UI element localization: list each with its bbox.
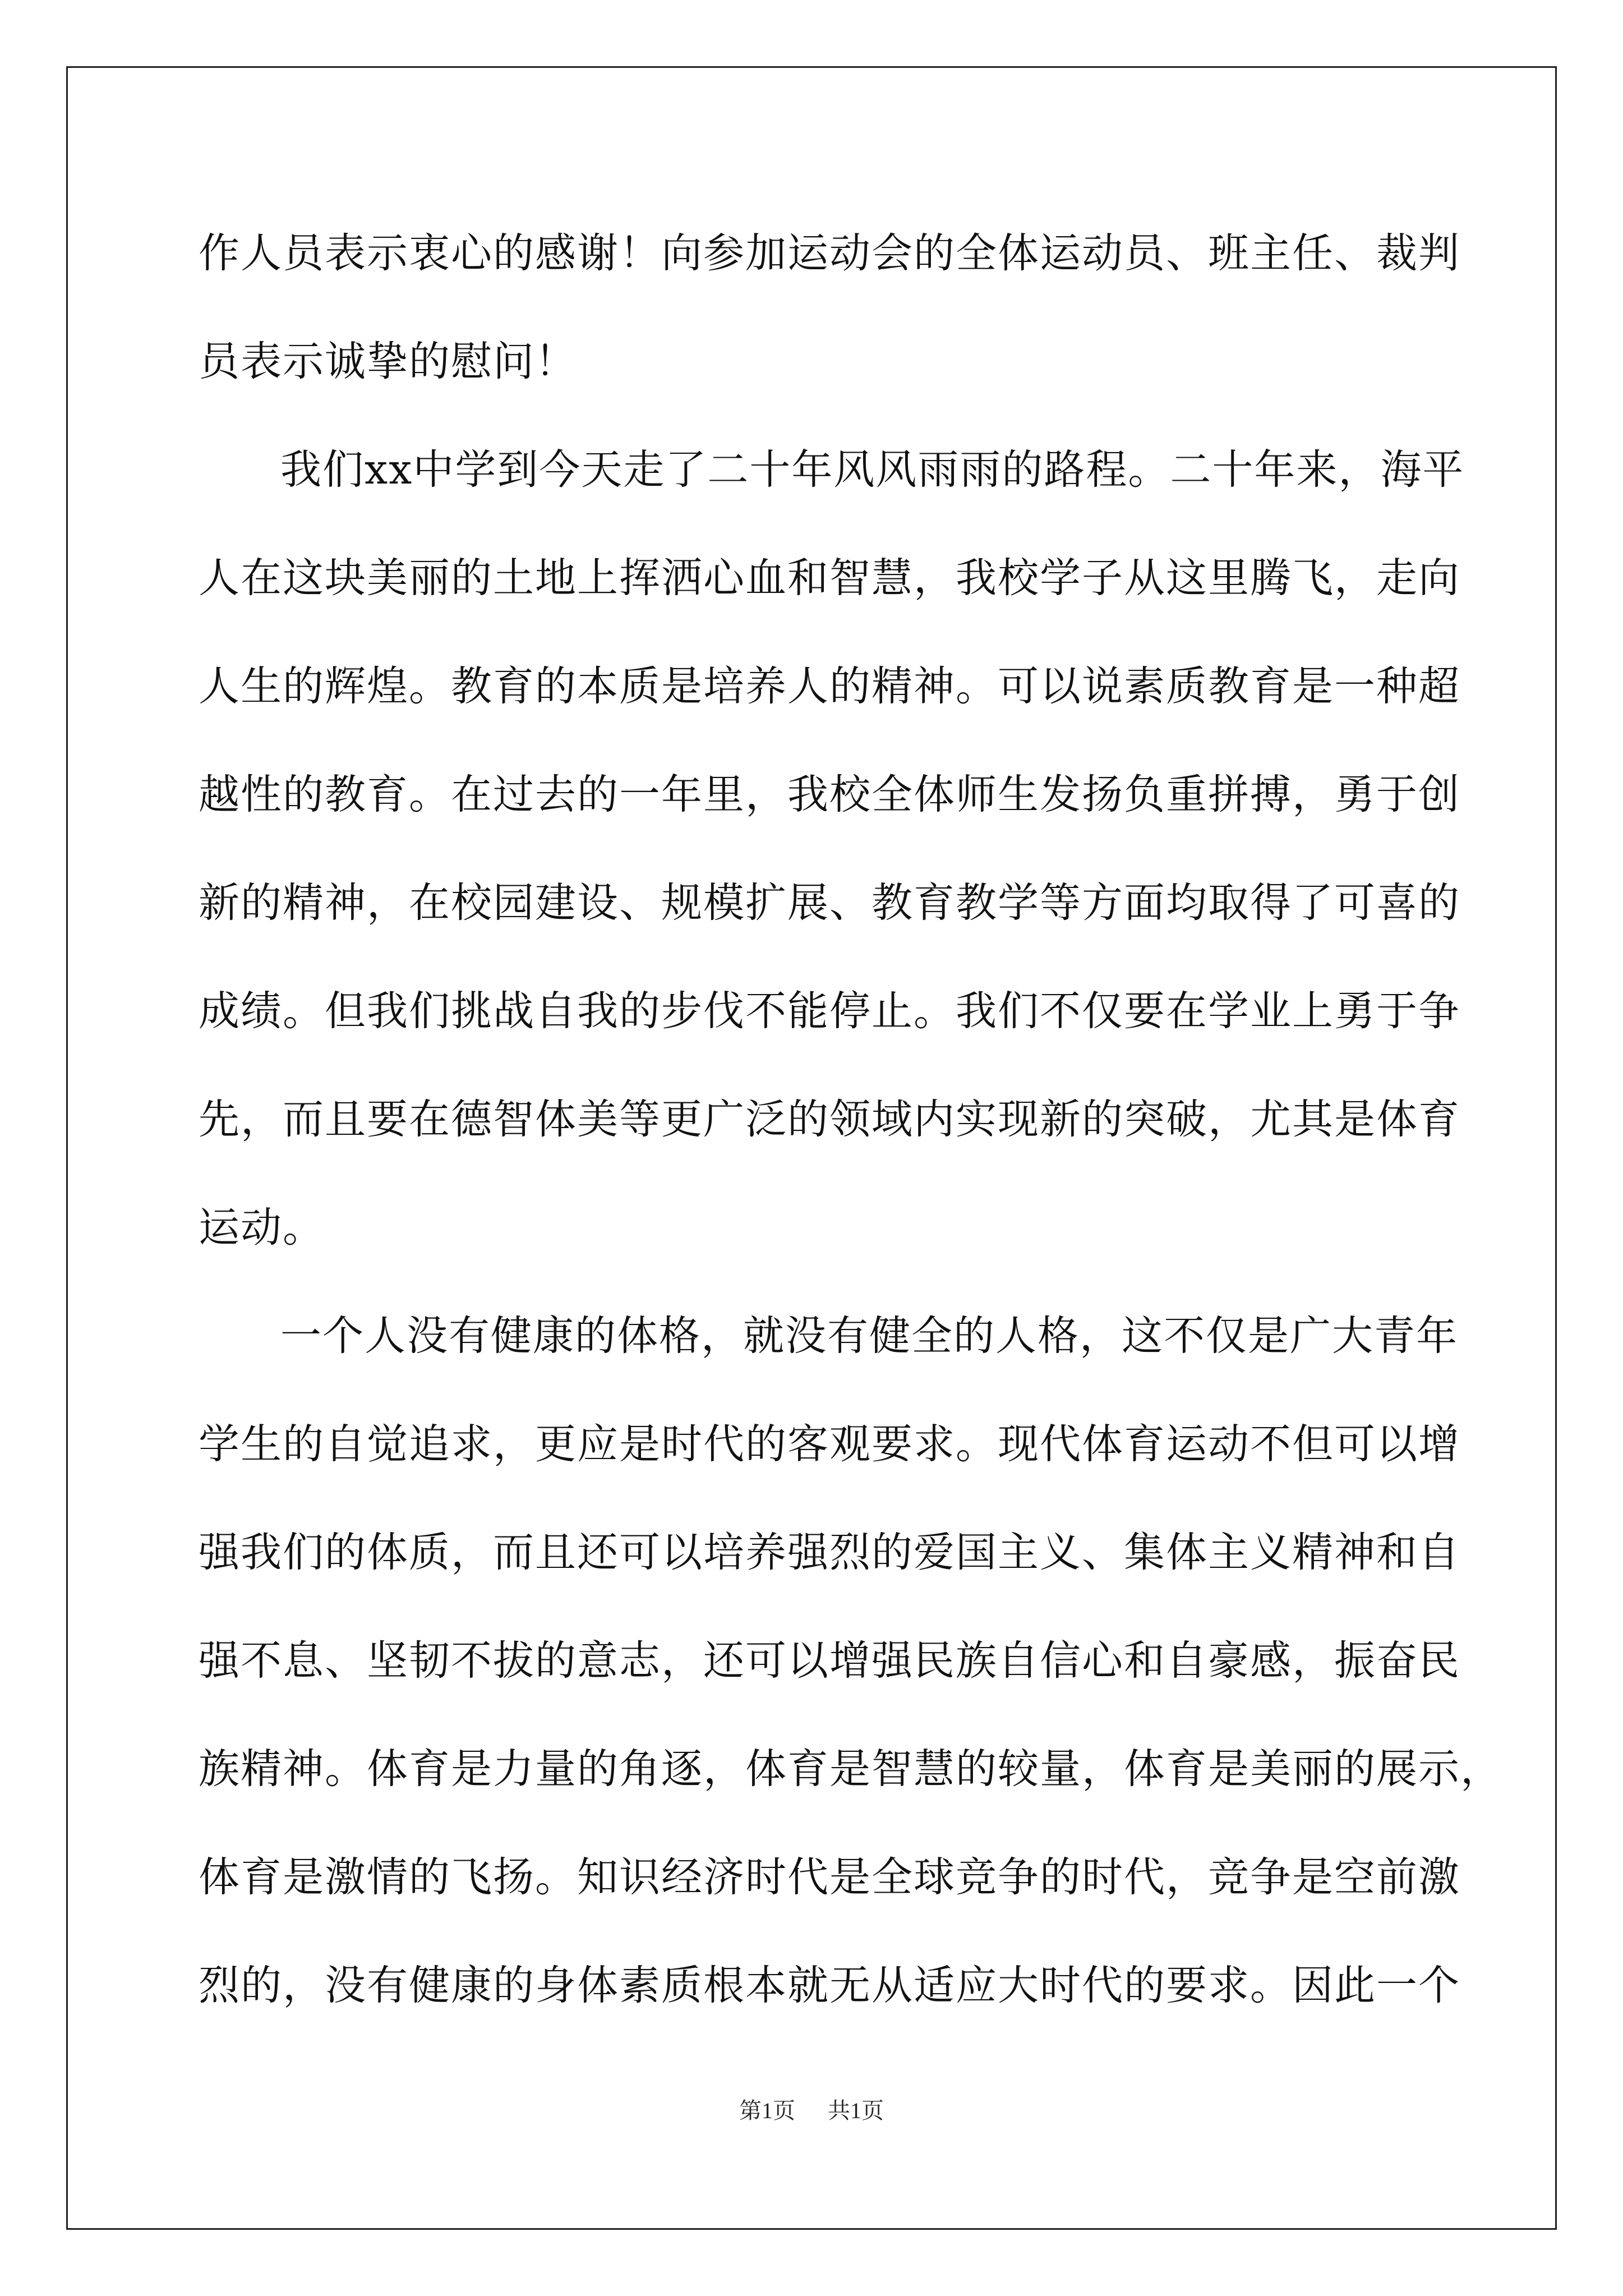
text-line: 族精神。体育是力量的角逐，体育是智慧的较量，体育是美丽的展示， — [199, 1745, 1502, 1793]
document-body — [199, 199, 1502, 2040]
text-line: 烈的，没有健康的身体素质根本就无从适应大时代的要求。因此一个 — [199, 1962, 1460, 2009]
text-line: 作人员表示衷心的感谢！向参加运动会的全体运动员、班主任、裁判 — [199, 229, 1460, 277]
text-line: 强不息、坚韧不拔的意志，还可以增强民族自信心和自豪感，振奋民 — [199, 1637, 1460, 1685]
page-total: 共1页 — [828, 2098, 884, 2123]
text-line: 强我们的体质，而且还可以培养强烈的爱国主义、集体主义精神和自 — [199, 1529, 1460, 1576]
text-line: 新的精神，在校园建设、规模扩展、教育教学等方面均取得了可喜的 — [199, 879, 1460, 927]
text-line: 学生的自觉追求，更应是时代的客观要求。现代体育运动不但可以增 — [199, 1420, 1460, 1468]
text-line: 成绩。但我们挑战自我的步伐不能停止。我们不仅要在学业上勇于争 — [199, 987, 1460, 1035]
text-line: 越性的教育。在过去的一年里，我校全体师生发扬负重拼搏，勇于创 — [199, 771, 1460, 818]
text-line: 运动。 — [199, 1204, 325, 1251]
text-line: 体育是激情的飞扬。知识经济时代是全球竞争的时代，竞争是空前激 — [199, 1853, 1460, 1901]
text-line: 员表示诚挚的慰问！ — [199, 338, 577, 385]
text-line: 人在这块美丽的土地上挥洒心血和智慧，我校学子从这里腾飞，走向 — [199, 554, 1460, 602]
paragraph-first-line: 一个人没有健康的体格，就没有健全的人格，这不仅是广大青年 — [280, 1312, 1458, 1360]
text-line: 人生的辉煌。教育的本质是培养人的精神。可以说素质教育是一种超 — [199, 662, 1460, 710]
text-line: 先，而且要在德智体美等更广泛的领域内实现新的突破，尤其是体育 — [199, 1096, 1460, 1143]
page-footer — [0, 2094, 1623, 2128]
paragraph-first-line: 我们xx中学到今天走了二十年风风雨雨的路程。二十年来，海平 — [280, 446, 1465, 494]
page-number: 第1页 — [739, 2098, 795, 2123]
